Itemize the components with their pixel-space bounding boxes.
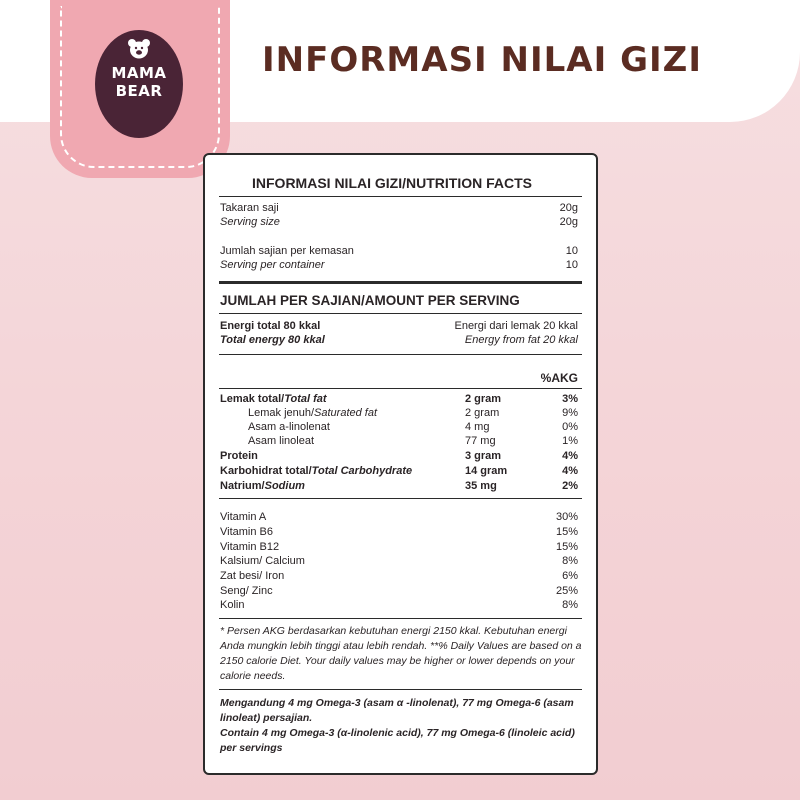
serving-size-label-id: Takaran saji [220,202,279,214]
amount-per-serving-heading: JUMLAH PER SAJIAN/AMOUNT PER SERVING [220,293,520,308]
vitamin-pct: 15% [555,526,578,538]
akg-header: %AKG [540,371,578,385]
nutrient-pct: 9% [562,407,578,419]
nutrient-row-alpha-linolenic: Asam a-linolenat [248,421,330,433]
page-title: INFORMASI NILAI GIZI [262,40,702,80]
akg-footnote: * Persen AKG berdasarkan kebutuhan energi 2150 kkal. Kebutuhan energi Anda mungkin lebih tinggi atau lebih rendah. **% Daily Values are based on a 2150 calorie Diet. Your daily values may be higher or lower depends on your calorie needs. [220,625,582,682]
vitamin-row-a: Vitamin A [220,511,267,523]
vitamin-pct: 25% [555,585,578,597]
servings-per-container-label-en: Serving per container [220,259,325,271]
nutrient-pct: 0% [562,421,578,433]
mineral-row-zinc: Seng/ Zinc [220,585,273,597]
nutrient-row-protein: Protein [220,450,258,462]
divider [219,354,582,355]
nutrient-row-carbohydrate: Karbohidrat total/Total Carbohydrate [220,465,413,477]
vitamin-row-b12: Vitamin B12 [220,541,280,553]
nutrient-row-saturated-fat: Lemak jenuh/Saturated fat [248,407,378,419]
thick-divider [219,281,582,284]
vitamin-pct: 8% [562,555,578,567]
omega-statement-id: Mengandung 4 mg Omega-3 (asam α -linolenat), 77 mg Omega-6 (asam linoleat) persajian. [220,697,574,724]
vitamin-pct: 30% [555,511,578,523]
bear-icon [127,38,151,60]
nutrient-amount: 77 mg [465,435,496,447]
serving-size-value: 20g [559,202,578,214]
brand-logo-text [95,64,183,100]
logo-line-1: MAMA [111,64,167,82]
nutrient-amount: 2 gram [465,393,502,405]
nutrient-pct: 4% [562,450,578,462]
nutrient-amount: 4 mg [465,421,490,433]
nutrient-pct: 4% [562,465,578,477]
energy-from-fat-en: Energy from fat 20 kkal [464,334,578,346]
energy-total-en: Total energy 80 kkal [220,334,325,346]
nutrient-row-sodium: Natrium/Sodium [220,480,305,492]
divider [219,498,582,499]
nutrient-amount: 3 gram [465,450,502,462]
mineral-row-iron: Zat besi/ Iron [220,570,285,582]
servings-per-container-value-en: 10 [565,259,578,271]
vitamin-pct: 8% [562,599,578,611]
nutrient-amount: 2 gram [465,407,500,419]
nutrient-row-total-fat: Lemak total/Total fat [220,393,327,405]
nutrient-pct: 2% [562,480,578,492]
energy-from-fat-id: Energi dari lemak 20 kkal [454,320,578,332]
vitamin-pct: 15% [555,541,578,553]
nutrient-row-linoleic: Asam linoleat [248,435,315,447]
servings-per-container-label-id: Jumlah sajian per kemasan [220,245,354,257]
nutrition-facts-panel [203,153,598,775]
nutrient-row-choline: Kolin [220,599,245,611]
mineral-row-calcium: Kalsium/ Calcium [220,555,305,567]
divider [219,618,582,619]
panel-title: INFORMASI NILAI GIZI/NUTRITION FACTS [252,175,532,191]
servings-per-container-value: 10 [565,245,578,257]
nutrient-pct: 3% [562,393,578,405]
divider [219,196,582,197]
serving-size-value-en: 20g [559,216,578,228]
energy-total-id: Energi total 80 kkal [220,320,321,332]
divider [219,313,582,314]
logo-line-2: BEAR [115,82,163,100]
omega-statement-en: Contain 4 mg Omega-3 (α-linolenic acid), 77 mg Omega-6 (linoleic acid) per servings [220,727,575,754]
divider [219,388,582,389]
serving-size-label-en: Serving size [220,216,280,228]
divider [219,689,582,690]
nutrient-pct: 1% [562,435,578,447]
vitamin-row-b6: Vitamin B6 [220,526,273,538]
nutrient-amount: 14 gram [465,465,508,477]
nutrient-amount: 35 mg [465,480,497,492]
vitamin-pct: 6% [562,570,578,582]
